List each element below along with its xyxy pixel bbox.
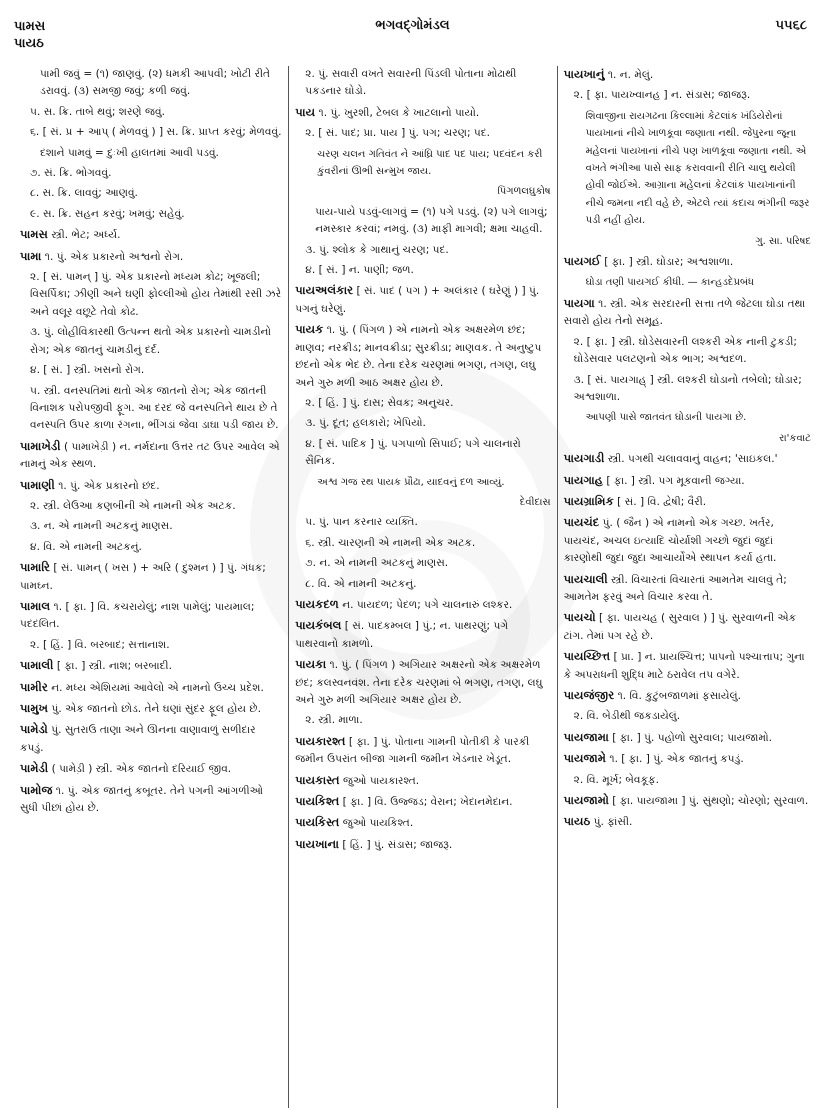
sense-definition: ૮. વિ. એ નામની અટકનું. <box>305 577 417 590</box>
dictionary-entry <box>564 571 811 607</box>
dictionary-entry <box>564 609 811 645</box>
dictionary-entry <box>20 721 282 757</box>
sense-definition: ૨. [ સં. પાદ; પ્રા. પાય ] પું. પગ; ચરણ; પદ. <box>305 127 491 140</box>
headword: પામા <box>20 248 42 263</box>
guide-word-first: પામસ <box>14 19 46 34</box>
headword: પાયજામા <box>563 729 609 744</box>
sense-definition: ૨. [ હિં. ] વિ. બરબાદ; સત્તાનાશ. <box>30 638 170 651</box>
definition: [ ફા. ] પું. પહોળો સુરવાલ; પાયજામો. <box>612 731 772 744</box>
headword: પાયગાડી <box>563 451 605 466</box>
citation-source: પિંગળલઘુકોષ <box>497 186 551 198</box>
dictionary-entry <box>20 559 282 595</box>
headword: પાયઅલંકાર <box>295 283 354 298</box>
sense-definition: ૬. [ સં. પ્ર + આપ્ ( મેળવવું ) ] સ. ક્રિ. પ્રાપ્ત કરવું; મેળવવું. <box>30 126 282 139</box>
headword: પામાખેડી <box>20 438 61 453</box>
dictionary-entry <box>564 648 811 684</box>
headword: પાયગઈ <box>563 254 601 269</box>
citation-quote: આપણી પાસે જાતવંત ઘોડાની પાયગા છે. <box>585 412 747 424</box>
dictionary-entry <box>295 733 550 769</box>
headword: પાયકિશ્ત <box>295 794 340 809</box>
sense-definition: ૫. પું. પાન કરનાર વ્યક્તિ. <box>305 516 418 529</box>
definition: સ્ત્રી. પગથી ચલાવવાનું વાહન; 'સાઇકલ.' <box>607 453 778 466</box>
definition: [ ફા. ] સ્ત્રી. નાશ; બરબાદી. <box>56 660 172 673</box>
headword: પાયઠ <box>563 814 591 829</box>
definition: ન. મધ્ય એશિયમાં આવેલો એ નામનો ઉચ્ચ પ્રદેશ. <box>51 681 264 694</box>
dictionary-entry <box>295 836 550 854</box>
sense-definition: ૫. સ. ક્રિ. તાબે થવું; શરણે જવું. <box>30 105 166 118</box>
sense-definition: ૪. [ સં. ] ન. પાણી; જળ. <box>305 264 414 277</box>
definition: [ ફા. ] વિ. ઉજ્જડ; વેરાન; ખેદાનમેદાન. <box>342 796 513 809</box>
headword: પાયકા <box>295 657 327 672</box>
sense-definition: ૨. સ્ત્રી. લેઉઆ કણબીની એ નામની એક અટક. <box>30 499 236 512</box>
sense-definition: ૩. પું. શ્લોક કે ગાથાનું ચરણ; પદ. <box>305 243 449 256</box>
headword: પાયચાલી <box>563 571 608 586</box>
definition: [ પ્રા. ] ન. પ્રાયશ્ચિત્ત; પાપનો પશ્ચાત્તાપ; ગુના કે અપરાધની શુદ્ધિ માટે ઠરાવેલ તપ વગેરે. <box>563 651 805 681</box>
definition: પું. એક જાતનો છોડ. તેને ઘણાં સુંદર ફૂલ હોય છે. <box>51 703 261 715</box>
sense-definition: ૩. ન. એ નામની અટકનું માણસ. <box>30 520 173 533</box>
headword: પામસ <box>20 227 48 242</box>
column-1 <box>14 66 288 1108</box>
citation-quote: અશ્વ ગજ રથ પાયક પ્રૌઢા, યાદવનું દળ આવ્યું. <box>317 476 505 488</box>
citation-source: દેવીદાસ <box>519 496 551 508</box>
sense-definition: ૪. [ સં. પાદિક ] પું. પગપાળો સિપાઈ; પગે ચાલનારો સૈનિક. <box>305 437 521 468</box>
dictionary-entry <box>20 226 282 244</box>
dictionary-entry <box>564 493 811 511</box>
sense-definition: ૫. સ્ત્રી. વનસ્પતિમાં થતો એક જાતનો રોગ; એક જાતની વિનાશક પરોપજીવી ફૂગ. આ દરદ જે વનસ્પતિને થાય છે તે વનસ્પતિ ઉપર કાળા રંગના, ભીંગડાં જેવા ડાઘા પડી જાય છે. <box>30 384 279 432</box>
idiom-phrase: પાય-પાયે પડવું-લાગવું = (૧) પગે પડવું. (૨) પગે લાગવું; નમસ્કાર કરવાં; નમવું. (૩) માફી માગવી; ક્ષમા ચાહવી. <box>315 205 548 236</box>
dictionary-entry <box>295 596 550 614</box>
dictionary-entry <box>20 782 282 818</box>
sense-definition: ૩. પું. દૂત; હલકારો; ખેપિયો. <box>305 417 426 430</box>
dictionary-entry <box>20 438 282 474</box>
definition: [ ફા. પાયચહ ( સુરવાલ ) ] પું. સુરવાળની એક ટાંગ. તેમાં પગ રહે છે. <box>563 612 797 642</box>
definition: પું. ( જૈન ) એ નામનો એક ગચ્છ. ખર્તર, પાયચંદ, અચલ ઇત્યાદિ ચોર્યાશી ગચ્છો જુદાં જુદાં કારણોથી જુદા જુદા આચાર્યોએ સ્થાપન કર્યા હતા. <box>563 517 777 565</box>
definition: [ ફા. ] સ્ત્રી. ઘોડાર; અશ્વશાળા. <box>604 256 734 269</box>
sense-definition: ૯. સ. ક્રિ. સહન કરવું; ખમવું; સહેવું. <box>30 207 185 220</box>
headword: પાયકદળ <box>295 596 339 611</box>
sense-definition: ૨. [ ફા. ] સ્ત્રી. ઘોડેસવારની લશ્કરી એક નાની ટુકડી; ઘોડેસવાર પલટણનો એક ભાગ; અશ્વદળ. <box>573 335 797 366</box>
definition: ૧. વિ. કુટુંબજાળમાં ફસાયેલું. <box>617 690 741 702</box>
definition: ૧. પું. ખુરશી, ટેબલ કે ખાટલાનો પાયો. <box>318 106 480 119</box>
dictionary-entry <box>20 679 282 697</box>
page-header <box>14 18 811 58</box>
sense-definition: ૨. વિ. મૂર્ખ; બેવકૂફ. <box>573 773 659 786</box>
definition: સ્ત્રી. વિચારતાં વિચારતાં આમતેમ ચાલવું તે; આમતેમ ફરવું અને વિચાર કરવા તે. <box>563 573 787 603</box>
headword: પામીર <box>20 679 48 694</box>
citation-quote: ઘોડા તણી પાયગઈ કીધી. — કાન્હડદેપ્રબંધ <box>585 277 755 289</box>
headword: પાયખાનું <box>563 67 605 81</box>
idiom-phrase: દશાને પામવું = દુઃખી હાલતમાં આવી પડવું. <box>40 146 219 159</box>
idiom-phrase: પામી જવું = (૧) જાણવું. (૨) ધમકી આપવી; ખોટી રીતે ડરાવવું. (૩) સમજી જવું; કળી જવું. <box>40 68 270 98</box>
sense-definition: ૭. સં. ક્રિ. ભોગવવું. <box>30 167 112 180</box>
headword: પાયકંબલ <box>295 618 342 633</box>
definition: પું. ફાંસી. <box>593 816 633 829</box>
headword: પામેડી <box>20 761 49 776</box>
definition: ૧. [ ફા. ] વિ. કચરાયેલું; નાશ પામેલું; પાયમાલ; પદદલિત. <box>20 600 255 631</box>
dictionary-entry <box>564 514 811 567</box>
sense-definition: ૨. [ હિં. ] પું. દાસ; સેવક; અનુચર. <box>305 396 454 409</box>
definition: ૧. પું. ( પિંગળ ) એ નામનો એક અક્ષરમેળ છંદ; માણવ; નરક્રીડ; માનવક્રીડા; સુરક્રીડા; માણવક. તે અનુષ્ટુપ છંદનો એક ભેદ છે. તેના દરેક ચરણમાં ભગણ, તગણ, લઘુ અને ગુરુ મળી આઠ અક્ષર હોય છે. <box>295 324 542 389</box>
definition: ૧. પું. એક જાતનું કબૂતર. તેને પગની આંગળીઓ સુધી પીછાં હોય છે. <box>20 784 264 815</box>
headword: પાયચ્છિત્ત <box>563 649 611 664</box>
dictionary-entry <box>295 772 550 790</box>
sense-definition: ૩. [ સં. પાયગાહ્ ] સ્ત્રી. લશ્કરી ઘોડાનો તબેલો; ઘોડાર; અશ્વશાળા. <box>573 373 802 403</box>
definition: ૧. સ્ત્રી. એક સરદારની સત્તા તળે જેટલા ઘોડા તથા સવારો હોય તેનો સમૂહ. <box>563 297 806 328</box>
column-2 <box>288 66 556 1108</box>
definition: ૧. પું. ( પિંગળ ) અગિયાર અક્ષરનો એક અક્ષરમેળ છંદ; કલસ્વનવંશ. તેના દરેક ચરણમાં બે ભગણ, તગણ, લઘુ અને ગુરુ મળી અગિયાર અક્ષર હોય છે. <box>295 659 543 706</box>
citation-source: રા'કવાટ <box>779 432 811 444</box>
definition: [ ફા. ] પું. પોતાના ગામની પોતીકી કે પારકી જમીન ઉપરાંત બીજા ગામની જમીન ખેડનાર ખેડૂત. <box>295 735 530 766</box>
definition: [ સં. પાદકમ્બલ ] પું.; ન. પાથરણું; પગે પાથરવાનો કામળો. <box>295 620 509 650</box>
citation-source: ગુ. સા. પરિષદ <box>755 235 811 247</box>
headword: પામોજ <box>20 782 53 797</box>
definition: સ્ત્રી. ભેટ; અર્ધ્ય. <box>51 229 121 242</box>
headword: પાયજામો <box>563 793 609 808</box>
dictionary-entry <box>20 598 282 634</box>
headword: પાયજંજીર <box>563 688 615 702</box>
dictionary-entry <box>295 793 550 811</box>
dictionary-entry <box>295 617 550 653</box>
dictionary-entry <box>295 656 550 709</box>
sense-definition: ૨. [ ફા. પાયખ્વાનહ ] ન. સંડાસ; જાજરૂ. <box>573 89 751 102</box>
page-number: ૫૫૬૮ <box>775 18 807 33</box>
dictionary-entry <box>564 253 811 271</box>
definition: ( પામેડ઼ી ) સ્ત્રી. એક જાતનો દરિયાઈ જીવ. <box>51 763 232 776</box>
definition: [ સં. પાદ ( પગ ) + અલંકાર ( ઘરેણું ) ] પું. પગનું ઘરેણું. <box>295 285 540 315</box>
dictionary-entry <box>295 282 550 318</box>
sense-definition: ૭. ન. એ નામની અટકનું માણસ. <box>305 557 449 570</box>
headword: પાયક <box>295 322 324 337</box>
dictionary-entry <box>295 104 550 122</box>
definition: [ ફા. ] સ્ત્રી. પગ મૂકવાની જગ્યા. <box>606 474 745 487</box>
headword: પાયકાસ્ત <box>295 772 340 787</box>
headword: પાયકારશ્ત <box>295 733 346 748</box>
citation-quote: શિવાજીના રાયગઢના કિલ્લામાં કેટલાંક ખંડિયેરોનાં પાયખાનાં નીચે ખાળકૂવા જણાતા નથી. જેપુરના જૂના મહેલનાં પાયખાનાં નીચે પણ ખાળકૂવા જણાતા નથી. એ વખતે ભંગીઆ પાસે સાફ કરાવવાની રીતિ ચાલુ થયેલી હોવી જોઈએ. આગ્રાના મહેલનાં કેટલાંક પાયખાનાંની નીચે જમના નદી વહે છે, એટલે ત્યાં કદાચ ભંગીની જરૂર પડી નહીં હોય. <box>585 110 810 227</box>
definition: પું. સુતરાઉ તાણા અને ઊનના વાણાવાળું સળીદાર કપડું. <box>20 724 256 754</box>
sense-definition: ૮. સ. ક્રિ. લાવવું; આણવું. <box>30 187 138 200</box>
headword: પામાણી <box>20 477 55 492</box>
sense-definition: ૨. પું. સવારી વખતે સવારની પિંડલી પોતાના મોઢાથી પકડનાર ઘોડો. <box>305 68 517 98</box>
definition: ન. પાયદળ; પેદળ; પગે ચાલનારું લશ્કર. <box>342 598 513 611</box>
dictionary-entry <box>295 321 550 392</box>
dictionary-entry <box>20 700 282 718</box>
dictionary-columns <box>14 66 817 1108</box>
dictionary-entry <box>564 450 811 468</box>
sense-definition: ૨. [ સં. પામન્ ] પું. એક પ્રકારનો મધ્યમ કોઢ; ખૂજલી; વિસર્પિકા; ઝીણી અને ઘણી ફોલ્લીઓ હોય તેમાંથી રસી ઝરે અને વલૂર વછૂટે તેવો કોઢ. <box>30 271 282 318</box>
citation-quote: ચરણ ચલન ગતિવંત ને આંઘ્રિ પાદ પદ પાય; પદવંદન કરી કુંવરીનાં ઊભી સન્મુખ જાય. <box>317 148 543 178</box>
dictionary-entry <box>564 813 811 831</box>
headword: પાયજામે <box>563 751 606 766</box>
dictionary-entry <box>564 295 811 331</box>
dictionary-entry <box>20 657 282 675</box>
definition: [ સં. ] વિ. દ્વેષી; વૈરી. <box>617 495 707 508</box>
definition: [ ફા. પાયજામા ] પું. સુંથણો; ચોરણો; સુરવાળ. <box>612 795 809 808</box>
definition: [ હિં. ] પું. સંડાસ; જાજરૂ. <box>342 838 453 851</box>
sense-definition: ૨. વિ. બેડીથી જકડાયેલું. <box>573 710 681 723</box>
headword: પાયગા <box>563 295 595 310</box>
column-3 <box>557 66 817 1108</box>
definition: ૧. [ ફા. ] પું. એક જાતનું કપડું. <box>609 753 744 766</box>
dictionary-entry <box>564 66 811 84</box>
headword: પાયગ્રામિક <box>563 493 614 508</box>
definition: ૧. પું. એક પ્રકારનો છંદ. <box>58 479 160 492</box>
dictionary-entry <box>20 760 282 778</box>
headword: પાયગાહ <box>563 472 604 487</box>
headword: પાયખાના <box>295 836 339 851</box>
headword: પામાલ <box>20 598 51 613</box>
dictionary-entry <box>564 729 811 747</box>
dictionary-entry <box>564 750 811 768</box>
dictionary-entry <box>295 814 550 832</box>
definition: ( પામાખેડ઼ી ) ન. નર્મદાના ઉત્તર તટ ઉપર આવેલ એ નામનું એક સ્થળ. <box>20 440 280 471</box>
sense-definition: ૪. વિ. એ નામની અટકનું. <box>30 540 142 553</box>
dictionary-entry <box>564 792 811 810</box>
sense-definition: ૩. પું. લોહીવિકારથી ઉત્પન્ન થતો એક પ્રકારનો ચામડીનો રોગ; એક જાતનું ચામડીનું દર્દ. <box>30 326 272 356</box>
dictionary-entry <box>20 248 282 266</box>
sense-definition: ૪. [ સં. ] સ્ત્રી. ખસનો રોગ. <box>30 364 145 377</box>
definition: જુઓ પાયકારશ્ત. <box>342 774 420 787</box>
definition: [ સં. પામન્ ( ખસ ) + અરિ ( દુશ્મન ) ] પું. ગંધક; પામઘ્ન. <box>20 562 266 592</box>
sense-definition: ૬. સ્ત્રી. ચારણની એ નામની એક અટક. <box>305 536 476 549</box>
headword: પાય <box>295 104 316 119</box>
dictionary-entry <box>20 477 282 495</box>
headword: પામાલી <box>20 658 54 673</box>
dictionary-entry <box>564 472 811 490</box>
headword: પામેડો <box>20 722 48 737</box>
dictionary-title: ભગવદ્ગોમંડલ <box>375 18 450 33</box>
headword: પાયચો <box>563 610 596 625</box>
definition: ૧. ન. મેલું. <box>607 69 654 81</box>
headword: પામુખ <box>20 701 49 715</box>
definition: જુઓ પાયકિશ્ત. <box>342 817 414 830</box>
definition: ૧. પું. એક પ્રકારનો અશ્વનો રોગ. <box>44 250 184 263</box>
dictionary-entry <box>564 687 811 705</box>
sense-definition: ૨. સ્ત્રી. માળા. <box>305 714 363 727</box>
headword: પાયકિસ્ત <box>295 815 340 830</box>
guide-word-last: પાયઠ <box>14 36 44 51</box>
headword: પાયચંદ <box>563 515 600 530</box>
headword: પામારિ <box>20 560 51 575</box>
